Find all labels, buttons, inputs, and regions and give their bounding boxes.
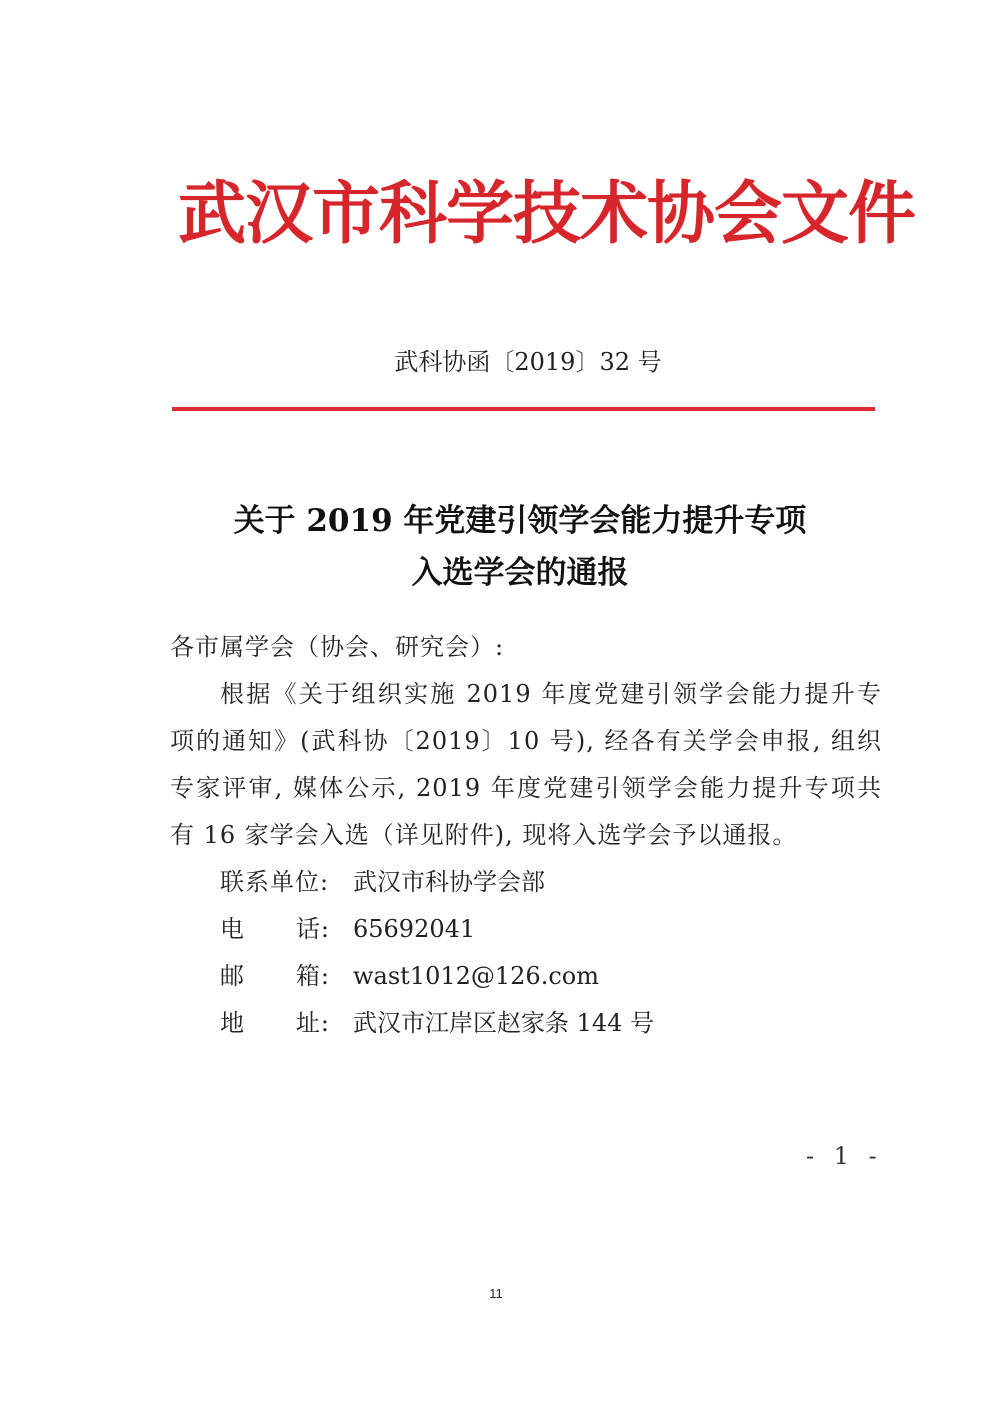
address-label-char-1: 地	[220, 1009, 245, 1037]
document-title	[160, 495, 880, 599]
phone-label-char-2: 话:	[295, 915, 330, 943]
contact-address-row	[170, 1000, 882, 1047]
paragraph-line-4: 有 16 家学会入选（详见附件), 现将入选学会予以通报。	[170, 821, 798, 849]
document-number: 武科协函〔2019〕32 号	[394, 348, 662, 376]
phone-label-char-1: 电	[220, 915, 245, 943]
salutation: 各市属学会（协会、研究会）:	[170, 633, 505, 661]
paragraph-line-2: 项的通知》(武科协〔2019〕10 号), 经各有关学会申报, 组织	[170, 727, 882, 755]
contact-address-value: 武汉市江岸区赵家条 144 号	[353, 1009, 655, 1037]
document-body	[170, 624, 882, 1047]
contact-address-label	[220, 1000, 330, 1047]
pdf-page-number: 11	[489, 1286, 503, 1301]
red-divider-line	[172, 407, 875, 411]
email-label-char-1: 邮	[220, 962, 245, 990]
contact-email-value: wast1012@126.com	[353, 962, 599, 990]
email-label-char-2: 箱:	[295, 962, 330, 990]
contact-unit-value: 武汉市科协学会部	[353, 868, 545, 896]
paragraph-line-1: 根据《关于组织实施 2019 年度党建引领学会能力提升专	[220, 680, 882, 708]
page-marker: - 1 -	[806, 1142, 883, 1170]
title-line-1: 关于 2019 年党建引领学会能力提升专项	[233, 503, 807, 539]
title-line-2: 入选学会的通报	[411, 555, 629, 591]
document-masthead: 武汉市科学技术协会文件	[178, 175, 916, 254]
contact-unit-row	[170, 859, 882, 906]
contact-unit-label: 联系单位:	[220, 868, 330, 896]
contact-phone-value: 65692041	[353, 915, 476, 943]
paragraph-line-3: 专家评审, 媒体公示, 2019 年度党建引领学会能力提升专项共	[170, 774, 882, 802]
address-label-char-2: 址:	[295, 1009, 330, 1037]
contact-phone-label	[220, 906, 330, 953]
contact-email-row	[170, 953, 882, 1000]
contact-phone-row	[170, 906, 882, 953]
contact-email-label	[220, 953, 330, 1000]
